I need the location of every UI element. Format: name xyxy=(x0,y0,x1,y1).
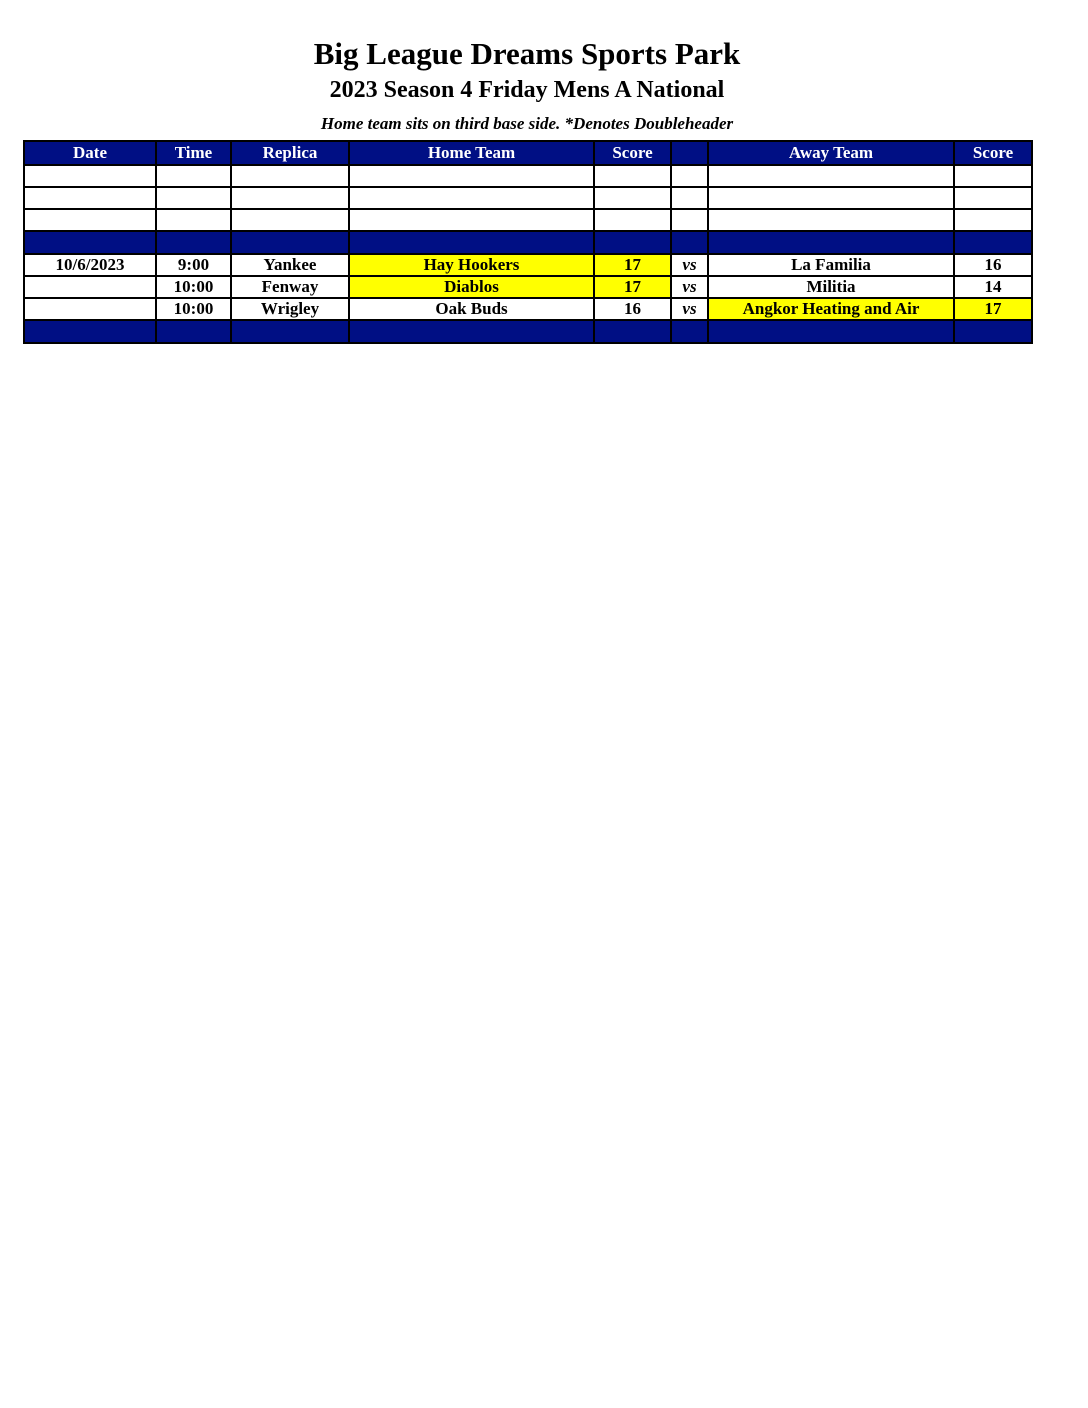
away-team: Militia xyxy=(708,276,954,298)
game-date xyxy=(24,298,156,320)
column-header-away-team: Away Team xyxy=(708,141,954,165)
game-time: 9:00 xyxy=(156,254,231,276)
table-row xyxy=(24,298,1032,320)
away-team: La Familia xyxy=(708,254,954,276)
empty-row xyxy=(24,165,1032,187)
schedule-table xyxy=(23,140,1033,344)
game-date xyxy=(24,276,156,298)
away-score: 14 xyxy=(954,276,1032,298)
empty-row xyxy=(24,187,1032,209)
page-subtitle: 2023 Season 4 Friday Mens A National xyxy=(329,77,725,103)
separator-row xyxy=(24,320,1032,343)
column-header-vs xyxy=(671,141,708,165)
column-header-time: Time xyxy=(156,141,231,165)
game-replica: Fenway xyxy=(231,276,349,298)
column-header-home-score: Score xyxy=(594,141,671,165)
away-score: 17 xyxy=(954,298,1032,320)
table-row xyxy=(24,254,1032,276)
home-team: Diablos xyxy=(349,276,594,298)
table-row xyxy=(24,276,1032,298)
game-replica: Yankee xyxy=(231,254,349,276)
away-score: 16 xyxy=(954,254,1032,276)
page-title: Big League Dreams Sports Park xyxy=(313,36,741,71)
vs-label: vs xyxy=(671,276,708,298)
schedule-note: Home team sits on third base side. *Denotes Doubleheader xyxy=(320,114,734,133)
home-score: 17 xyxy=(594,276,671,298)
vs-label: vs xyxy=(671,254,708,276)
home-team: Oak Buds xyxy=(349,298,594,320)
empty-row xyxy=(24,209,1032,231)
column-header-date: Date xyxy=(24,141,156,165)
vs-label: vs xyxy=(671,298,708,320)
game-date: 10/6/2023 xyxy=(24,254,156,276)
home-team: Hay Hookers xyxy=(349,254,594,276)
away-team: Angkor Heating and Air xyxy=(708,298,954,320)
home-score: 17 xyxy=(594,254,671,276)
game-replica: Wrigley xyxy=(231,298,349,320)
table-header-row xyxy=(24,141,1032,165)
column-header-home-team: Home Team xyxy=(349,141,594,165)
column-header-away-score: Score xyxy=(954,141,1032,165)
separator-row xyxy=(24,231,1032,254)
home-score: 16 xyxy=(594,298,671,320)
game-time: 10:00 xyxy=(156,298,231,320)
column-header-replica: Replica xyxy=(231,141,349,165)
game-time: 10:00 xyxy=(156,276,231,298)
